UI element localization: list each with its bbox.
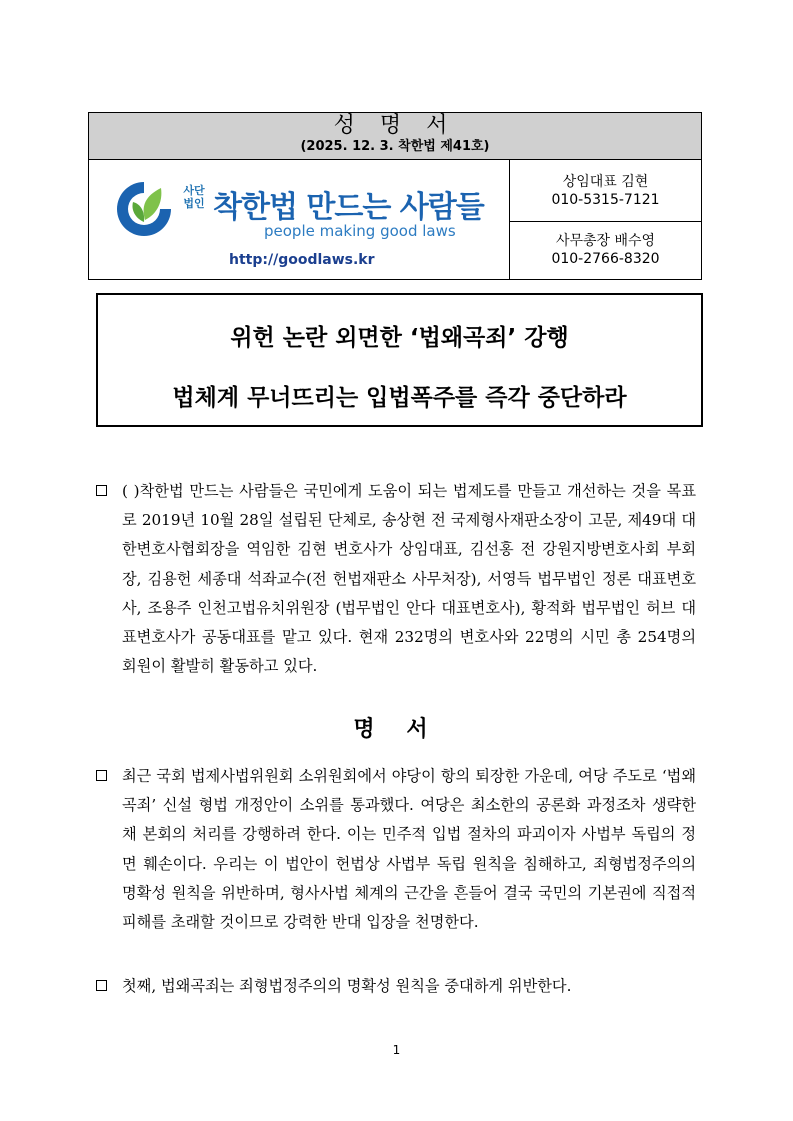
document-number: (2025. 12. 3. 착한법 제41호) bbox=[300, 139, 490, 154]
organization-logo-icon bbox=[111, 176, 177, 242]
organization-logo-area bbox=[89, 160, 510, 279]
contact1-phone: 010-5315-7121 bbox=[551, 192, 660, 208]
page-number: 1 bbox=[392, 1043, 401, 1057]
header-title-band bbox=[89, 113, 701, 160]
corp-tag-line1: 사단 bbox=[183, 184, 205, 197]
section-heading: 명 서 bbox=[353, 717, 440, 742]
contact2-phone: 010-2766-8320 bbox=[551, 251, 660, 267]
contact-representative bbox=[510, 160, 701, 222]
checkbox-bullet-icon bbox=[96, 485, 107, 496]
checkbox-bullet-icon bbox=[96, 980, 107, 991]
organization-name: 착한법 만드는 사람들 bbox=[213, 190, 484, 225]
statement-title-box bbox=[96, 293, 703, 427]
intro-text: ( )착한법 만드는 사람들은 국민에게 도움이 되는 법제도를 만들고 개선하는 것을 목표로 2019년 10월 28일 설립된 단체로, 송상현 전 국제형사재판소장이 고문, 제49대 대한변호사협회장을 역임한 김현 변호사가 상임대표, 김선홍 전 강원지방변호사회 부회장, 김용헌 세종대 석좌교수(전 헌법재판소 사무처장), 서영득 법무법인 정론 대표변호사, 조용주 인천고법유치위원장 (법무법인 안다 대표변호사), 황적화 법무법인 허브 대표변호사가 공동대표를 맡고 있다. 현재 232명의 변호사와 22명의 시민 총 254명의 회원이 활발히 활동하고 있다. bbox=[122, 482, 696, 676]
title-line-2: 법체계 무너뜨리는 입법폭주를 즉각 중단하라 bbox=[172, 385, 627, 411]
paragraph-2-text: 첫째, 법왜곡죄는 죄형법정주의의 명확성 원칙을 중대하게 위반한다. bbox=[122, 977, 572, 995]
statement-header bbox=[88, 112, 702, 280]
checkbox-bullet-icon bbox=[96, 770, 107, 781]
contact1-role: 상임대표 김현 bbox=[562, 174, 649, 190]
organization-url-link[interactable]: http://goodlaws.kr bbox=[229, 252, 375, 268]
corp-tag-line2: 법인 bbox=[183, 197, 205, 210]
organization-tagline: people making good laws bbox=[264, 222, 456, 240]
corporation-tag bbox=[179, 184, 209, 210]
contact-secretary-general bbox=[510, 222, 701, 279]
statement-paragraph-1 bbox=[96, 762, 696, 937]
contact2-role: 사무총장 배수영 bbox=[555, 233, 656, 249]
intro-paragraph bbox=[96, 477, 696, 681]
document-type-title: 성 명 서 bbox=[333, 113, 457, 138]
statement-paragraph-2 bbox=[96, 972, 696, 1001]
paragraph-1-text: 최근 국회 법제사법위원회 소위원회에서 야당이 항의 퇴장한 가운데, 여당 주도로 ‘법왜곡죄’ 신설 형법 개정안이 소위를 통과했다. 여당은 최소한의 공론화 과정조차 생략한 채 본회의 처리를 강행하려 한다. 이는 민주적 입법 절차의 파괴이자 사법부 독립의 정면 훼손이다. 우리는 이 법안이 헌법상 사법부 독립 원칙을 침해하고, 죄형법정주의의 명확성 원칙을 위반하며, 형사사법 체계의 근간을 흔들어 결국 국민의 기본권에 직접적 피해를 초래할 것이므로 강력한 반대 입장을 천명한다. bbox=[122, 767, 696, 932]
title-line-1: 위헌 논란 외면한 ‘법왜곡죄’ 강행 bbox=[230, 325, 569, 351]
